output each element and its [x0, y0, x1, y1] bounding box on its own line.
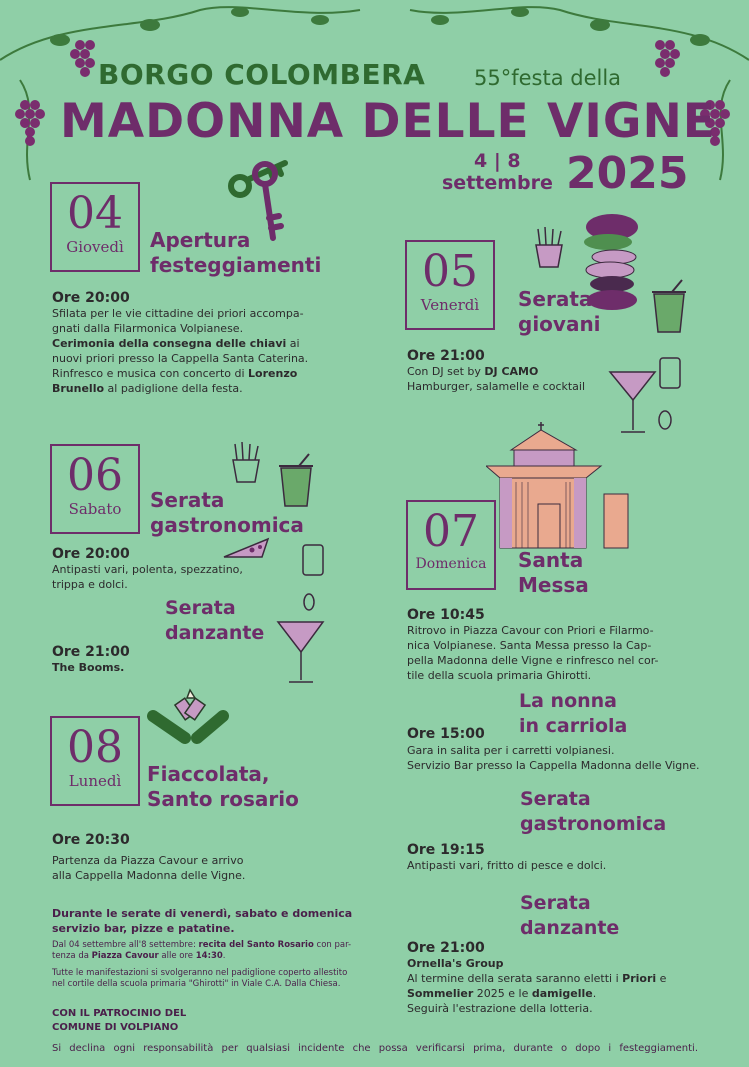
day-04-box: [50, 182, 140, 272]
footer-rosary: [52, 940, 352, 962]
event-title: MADONNA DELLE VIGNE: [60, 94, 716, 149]
day-number: 04: [67, 188, 123, 239]
text: al padiglione della festa.: [104, 382, 243, 395]
text-line: Antipasti vari, polenta, spezzatino,: [52, 563, 243, 576]
day-05-title: [518, 287, 601, 337]
day-08-title: [147, 762, 299, 812]
footer-services: [52, 906, 352, 936]
day-05-description: [407, 364, 617, 394]
fries-icon: [528, 225, 568, 270]
day-06-time-1: Ore 20:00: [52, 546, 130, 562]
title-line: gastronomica: [150, 513, 304, 537]
day-06-subtitle: [165, 596, 264, 646]
title-line: in carriola: [519, 715, 628, 737]
day-06-title: [150, 488, 304, 538]
text-line: Ornella's Group: [407, 957, 504, 970]
bold-text: Brunello: [52, 382, 105, 395]
text-line: trippa e dolci.: [52, 578, 128, 591]
text-line: alla Cappella Madonna delle Vigne.: [52, 869, 246, 882]
day-06-description: [52, 562, 252, 592]
cocktail-icon: [275, 540, 345, 690]
text-line: nel cortile della scuola primaria "Ghirotti" in Viale C.A. Dalla Chiesa.: [52, 979, 341, 989]
text-line: Sfilata per le vie cittadine dei priori accompa-: [52, 307, 304, 320]
day-07-description-4: [407, 956, 727, 1016]
festa-edition: 55°festa della: [474, 66, 622, 90]
text: Rinfresco e musica con concerto di: [52, 367, 249, 380]
text: Con DJ set by: [407, 365, 485, 378]
text-line: Tutte le manifestazioni si svolgeranno nel padiglione coperto allestito: [52, 968, 348, 978]
day-07-subtitle-danzante: [520, 891, 619, 941]
text-line: Seguirà l'estrazione della lotteria.: [407, 1002, 593, 1015]
day-08-box: [50, 716, 140, 806]
text: 2025 e le: [473, 987, 532, 1000]
weekday: Sabato: [68, 500, 122, 518]
title-line: Santa: [518, 548, 584, 572]
text: ai: [286, 337, 300, 350]
bold-text: recita del Santo Rosario: [198, 940, 314, 950]
text-line: [407, 986, 727, 1001]
text-line: [407, 971, 727, 986]
text: tenza da: [52, 951, 92, 961]
text: Al termine della serata saranno eletti i: [407, 972, 623, 985]
pizza-slice-icon: [222, 535, 272, 560]
text-line: [52, 940, 352, 951]
day-07-description-3: Antipasti vari, fritto di pesce e dolci.: [407, 859, 607, 872]
title-line: danzante: [520, 917, 620, 939]
bold-text: Piazza Cavour: [91, 951, 159, 961]
text-line: [52, 336, 342, 351]
bold-text: Priori: [622, 972, 657, 985]
day-number: 08: [67, 722, 123, 773]
bold-text: 14:30: [195, 951, 223, 961]
title-line: Serata: [520, 788, 591, 810]
text: .: [592, 987, 597, 1000]
text-line: nuovi priori presso la Cappella Santa Caterina.: [52, 352, 309, 365]
title-line: Serata: [518, 287, 593, 311]
text-line: Ritrovo in Piazza Cavour con Priori e Filarmo-: [407, 624, 654, 637]
title-line: La nonna: [519, 690, 617, 712]
text-line: nica Volpianese. Santa Messa presso la Cap-: [407, 639, 652, 652]
day-08-description: [52, 853, 292, 883]
title-line: Santo rosario: [147, 787, 299, 811]
text: con par-: [313, 940, 352, 950]
text-line: Servizio Bar presso la Cappella Madonna delle Vigne.: [407, 759, 700, 772]
day-04-title: [150, 228, 321, 278]
church-icon: [486, 420, 631, 550]
day-04-description: [52, 306, 342, 396]
title-line: Serata: [520, 892, 591, 914]
text-line: Hamburger, salamelle e cocktail: [407, 380, 586, 393]
bold-text: damigelle: [531, 987, 593, 1000]
day-05-box: [405, 240, 495, 330]
text-line: gnati dalla Filarmonica Volpianese.: [52, 322, 244, 335]
title-line: gastronomica: [520, 813, 667, 835]
title-line: giovani: [518, 312, 601, 336]
weekday: Lunedì: [68, 772, 122, 790]
text: .: [222, 951, 226, 961]
drink-cup-icon: [648, 278, 690, 336]
bold-text: DJ CAMO: [484, 365, 539, 378]
day-06-box: [50, 444, 140, 534]
footer-patronage: [52, 1007, 186, 1035]
fries-icon: [225, 440, 265, 485]
title-line: Fiaccolata,: [147, 762, 270, 786]
day-number: 05: [422, 246, 478, 297]
day-number: 07: [423, 506, 479, 557]
day-04-time: Ore 20:00: [52, 290, 130, 306]
day-07-description-2: [407, 743, 737, 773]
title-line: Apertura: [150, 228, 251, 252]
day-07-title: [518, 548, 589, 598]
text-line: servizio bar, pizze e patatine.: [52, 922, 235, 935]
disclaimer: Si declina ogni responsabilità per qualsiasi incidente che possa verificarsi prima, durante o dopo i festeggiamenti.: [52, 1043, 698, 1054]
day-07-time-1: Ore 10:45: [407, 607, 485, 623]
text: e: [656, 972, 667, 985]
text-line: COMUNE DI VOLPIANO: [52, 1022, 179, 1033]
day-07-box: [406, 500, 496, 590]
title-line: Serata: [150, 488, 225, 512]
bold-text: Lorenzo: [248, 367, 298, 380]
day-07-time-3: Ore 19:15: [407, 842, 485, 858]
day-08-time: Ore 20:30: [52, 832, 130, 848]
text: alle ore: [158, 951, 196, 961]
day-07-subtitle-nonna: [519, 689, 627, 739]
event-year: 2025: [566, 148, 689, 199]
torch-icon: [145, 688, 235, 758]
title-line: danzante: [165, 622, 265, 644]
day-number: 06: [67, 450, 123, 501]
footer-venue: [52, 968, 352, 990]
day-07-time-2: Ore 15:00: [407, 726, 485, 742]
day-06-time-2: Ore 21:00: [52, 644, 130, 660]
day-06-band: The Booms.: [52, 661, 125, 674]
title-line: festeggiamenti: [150, 253, 322, 277]
text-line: Durante le serate di venerdì, sabato e domenica: [52, 907, 353, 920]
text-line: [52, 366, 342, 381]
weekday: Venerdì: [420, 296, 480, 314]
text-line: [52, 381, 342, 396]
weekday: Giovedì: [66, 238, 124, 256]
text-line: tile della scuola primaria Ghirotti.: [407, 669, 592, 682]
bold-text: Cerimonia della consegna delle chiavi: [52, 337, 287, 350]
text-line: Partenza da Piazza Cavour e arrivo: [52, 854, 244, 867]
day-07-description-1: [407, 623, 707, 683]
text-line: pella Madonna delle Vigne e rinfresco nel cor-: [407, 654, 659, 667]
event-location: BORGO COLOMBERA: [98, 58, 426, 91]
day-07-time-4: Ore 21:00: [407, 940, 485, 956]
event-month: settembre: [442, 172, 553, 194]
weekday: Domenica: [415, 556, 487, 572]
text-line: Gara in salita per i carretti volpianesi.: [407, 744, 615, 757]
bold-text: Sommelier: [407, 987, 474, 1000]
day-07-subtitle-gastronomica: [520, 787, 666, 837]
day-05-time: Ore 21:00: [407, 348, 485, 364]
event-dates: 4 | 8: [474, 150, 521, 172]
text-line: CON IL PATROCINIO DEL: [52, 1008, 187, 1019]
title-line: Messa: [518, 573, 589, 597]
text-line: [52, 951, 352, 962]
title-line: Serata: [165, 597, 236, 619]
text: Dal 04 settembre all'8 settembre:: [52, 940, 199, 950]
text-line: [407, 364, 617, 379]
